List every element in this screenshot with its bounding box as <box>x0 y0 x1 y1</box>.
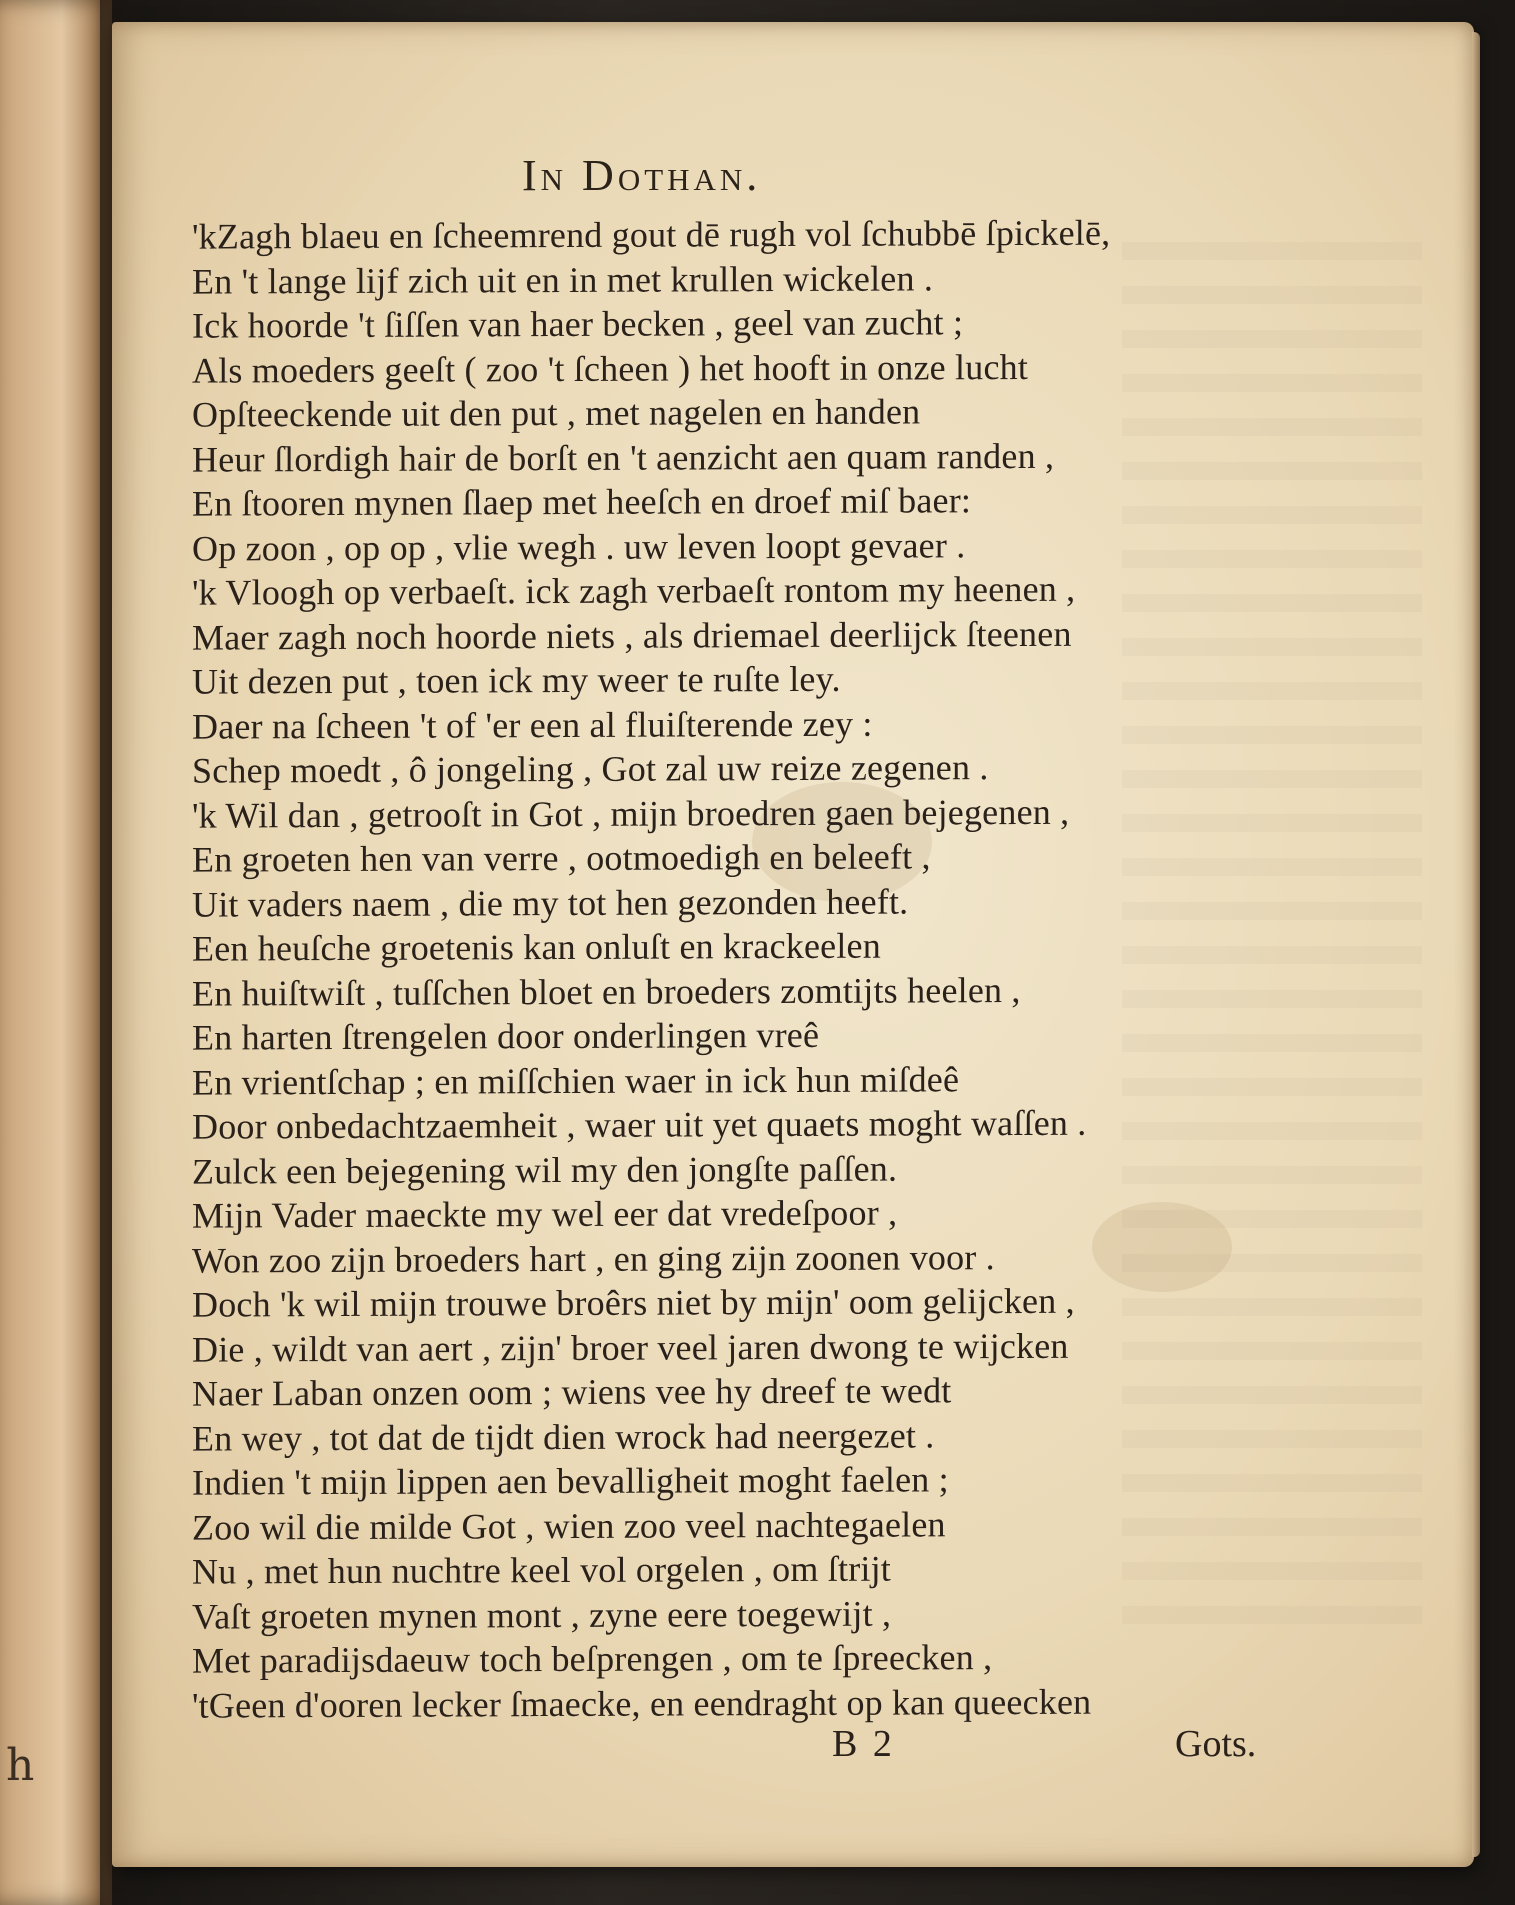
verse-line: Door onbedachtzaemheit , waer uit yet quaets moght waſſen . <box>192 1102 1087 1147</box>
verse-line: En harten ſtrengelen door onderlingen vreê <box>192 1014 820 1058</box>
verse-line: En groeten hen van verre , ootmoedigh en beleeft , <box>192 836 931 880</box>
verse-line: Vaſt groeten mynen mont , zyne eere toegewijt , <box>192 1593 892 1637</box>
verse-line: Mijn Vader maeckte my wel eer dat vredeſpoor , <box>192 1192 898 1236</box>
left-page-text-fragment: h <box>6 1740 35 1791</box>
verse-line: Die , wildt van aert , zijn' broer veel jaren dwong te wijcken <box>192 1325 1069 1370</box>
verse-line: Met paradijsdaeuw toch beſprengen , om te ſpreecken , <box>192 1637 993 1681</box>
verse-line: 'k Wil dan , getrooſt in Got , mijn broedren gaen bejegenen , <box>192 791 1070 836</box>
verse-line: Maer zagh noch hoorde niets , als driemael deerlijck ſteenen <box>192 613 1072 658</box>
signature-mark: B 2 <box>832 1723 895 1765</box>
verse-line: Een heuſche groetenis kan onluſt en krackeelen <box>192 925 881 969</box>
verse-line: Daer na ſcheen 't of 'er een al fluiſterende zey : <box>192 703 873 747</box>
verse-line: Zulck een bejegening wil my den jongſte paſſen. <box>192 1148 898 1192</box>
running-head: In Dothan. <box>522 151 762 200</box>
verse-line: Als moeders geeſt ( zoo 't ſcheen ) het hooft in onze lucht <box>192 346 1029 391</box>
verse-line: 'kZagh blaeu en ſcheemrend gout dē rugh vol ſchubbē ſpickelē, <box>192 212 1111 257</box>
verse-line: En wey , tot dat de tijdt dien wrock had neergezet . <box>192 1414 935 1459</box>
verse-line: Uit dezen put , toen ick my weer te ruſte ley. <box>192 658 841 702</box>
verse-line: Won zoo zijn broeders hart , en ging zijn zoonen voor . <box>192 1236 995 1281</box>
verse-line: Opſteeckende uit den put , met nagelen en handen <box>192 391 921 435</box>
verse-line: Indien 't mijn lippen aen bevalligheit moght faelen ; <box>192 1459 949 1503</box>
verse-line: En ſtooren mynen ſlaep met heeſch en droef miſ baer: <box>192 480 972 524</box>
verse-line: Op zoon , op op , vlie wegh . uw leven loopt gevaer . <box>192 524 966 569</box>
verse-line: Uit vaders naem , die my tot hen gezonden heeft. <box>192 880 909 925</box>
verse-text-block <box>192 209 1392 1727</box>
page-edge <box>1472 32 1480 1857</box>
verse-line: Heur ſlordigh hair de borſt en 't aenzicht aen quam randen , <box>192 435 1055 480</box>
verse-line: Nu , met hun nuchtre keel vol orgelen , om ſtrijt <box>192 1548 891 1592</box>
left-page-edge <box>0 0 112 1905</box>
verse-line: En huiſtwiſt , tuſſchen bloet en broeders zomtijts heelen , <box>192 969 1021 1014</box>
verse-line: Schep moedt , ô jongeling , Got zal uw reize zegenen . <box>192 747 989 791</box>
verse-line: Naer Laban onzen oom ; wiens vee hy dreef te wedt <box>192 1370 952 1414</box>
verse-line: En vrientſchap ; en miſſchien waer in ick hun miſdeê <box>192 1058 960 1103</box>
verse-line: 'tGeen d'ooren lecker ſmaecke, en eendraght op kan queecken <box>192 1681 1092 1726</box>
verse-line: Doch 'k wil mijn trouwe broêrs niet by mijn' oom gelijcken , <box>192 1280 1075 1325</box>
verse-line: Ick hoorde 't ſiſſen van haer becken , geel van zucht ; <box>192 302 964 346</box>
verse-line: En 't lange lijf zich uit en in met krullen wickelen . <box>192 257 934 302</box>
verse-line: Zoo wil die milde Got , wien zoo veel nachtegaelen <box>192 1503 946 1548</box>
right-page <box>112 22 1474 1867</box>
verse-line: 'k Vloogh op verbaeſt. ick zagh verbaeſt rontom my heenen , <box>192 568 1076 613</box>
catchword: Gots. <box>1175 1723 1257 1765</box>
